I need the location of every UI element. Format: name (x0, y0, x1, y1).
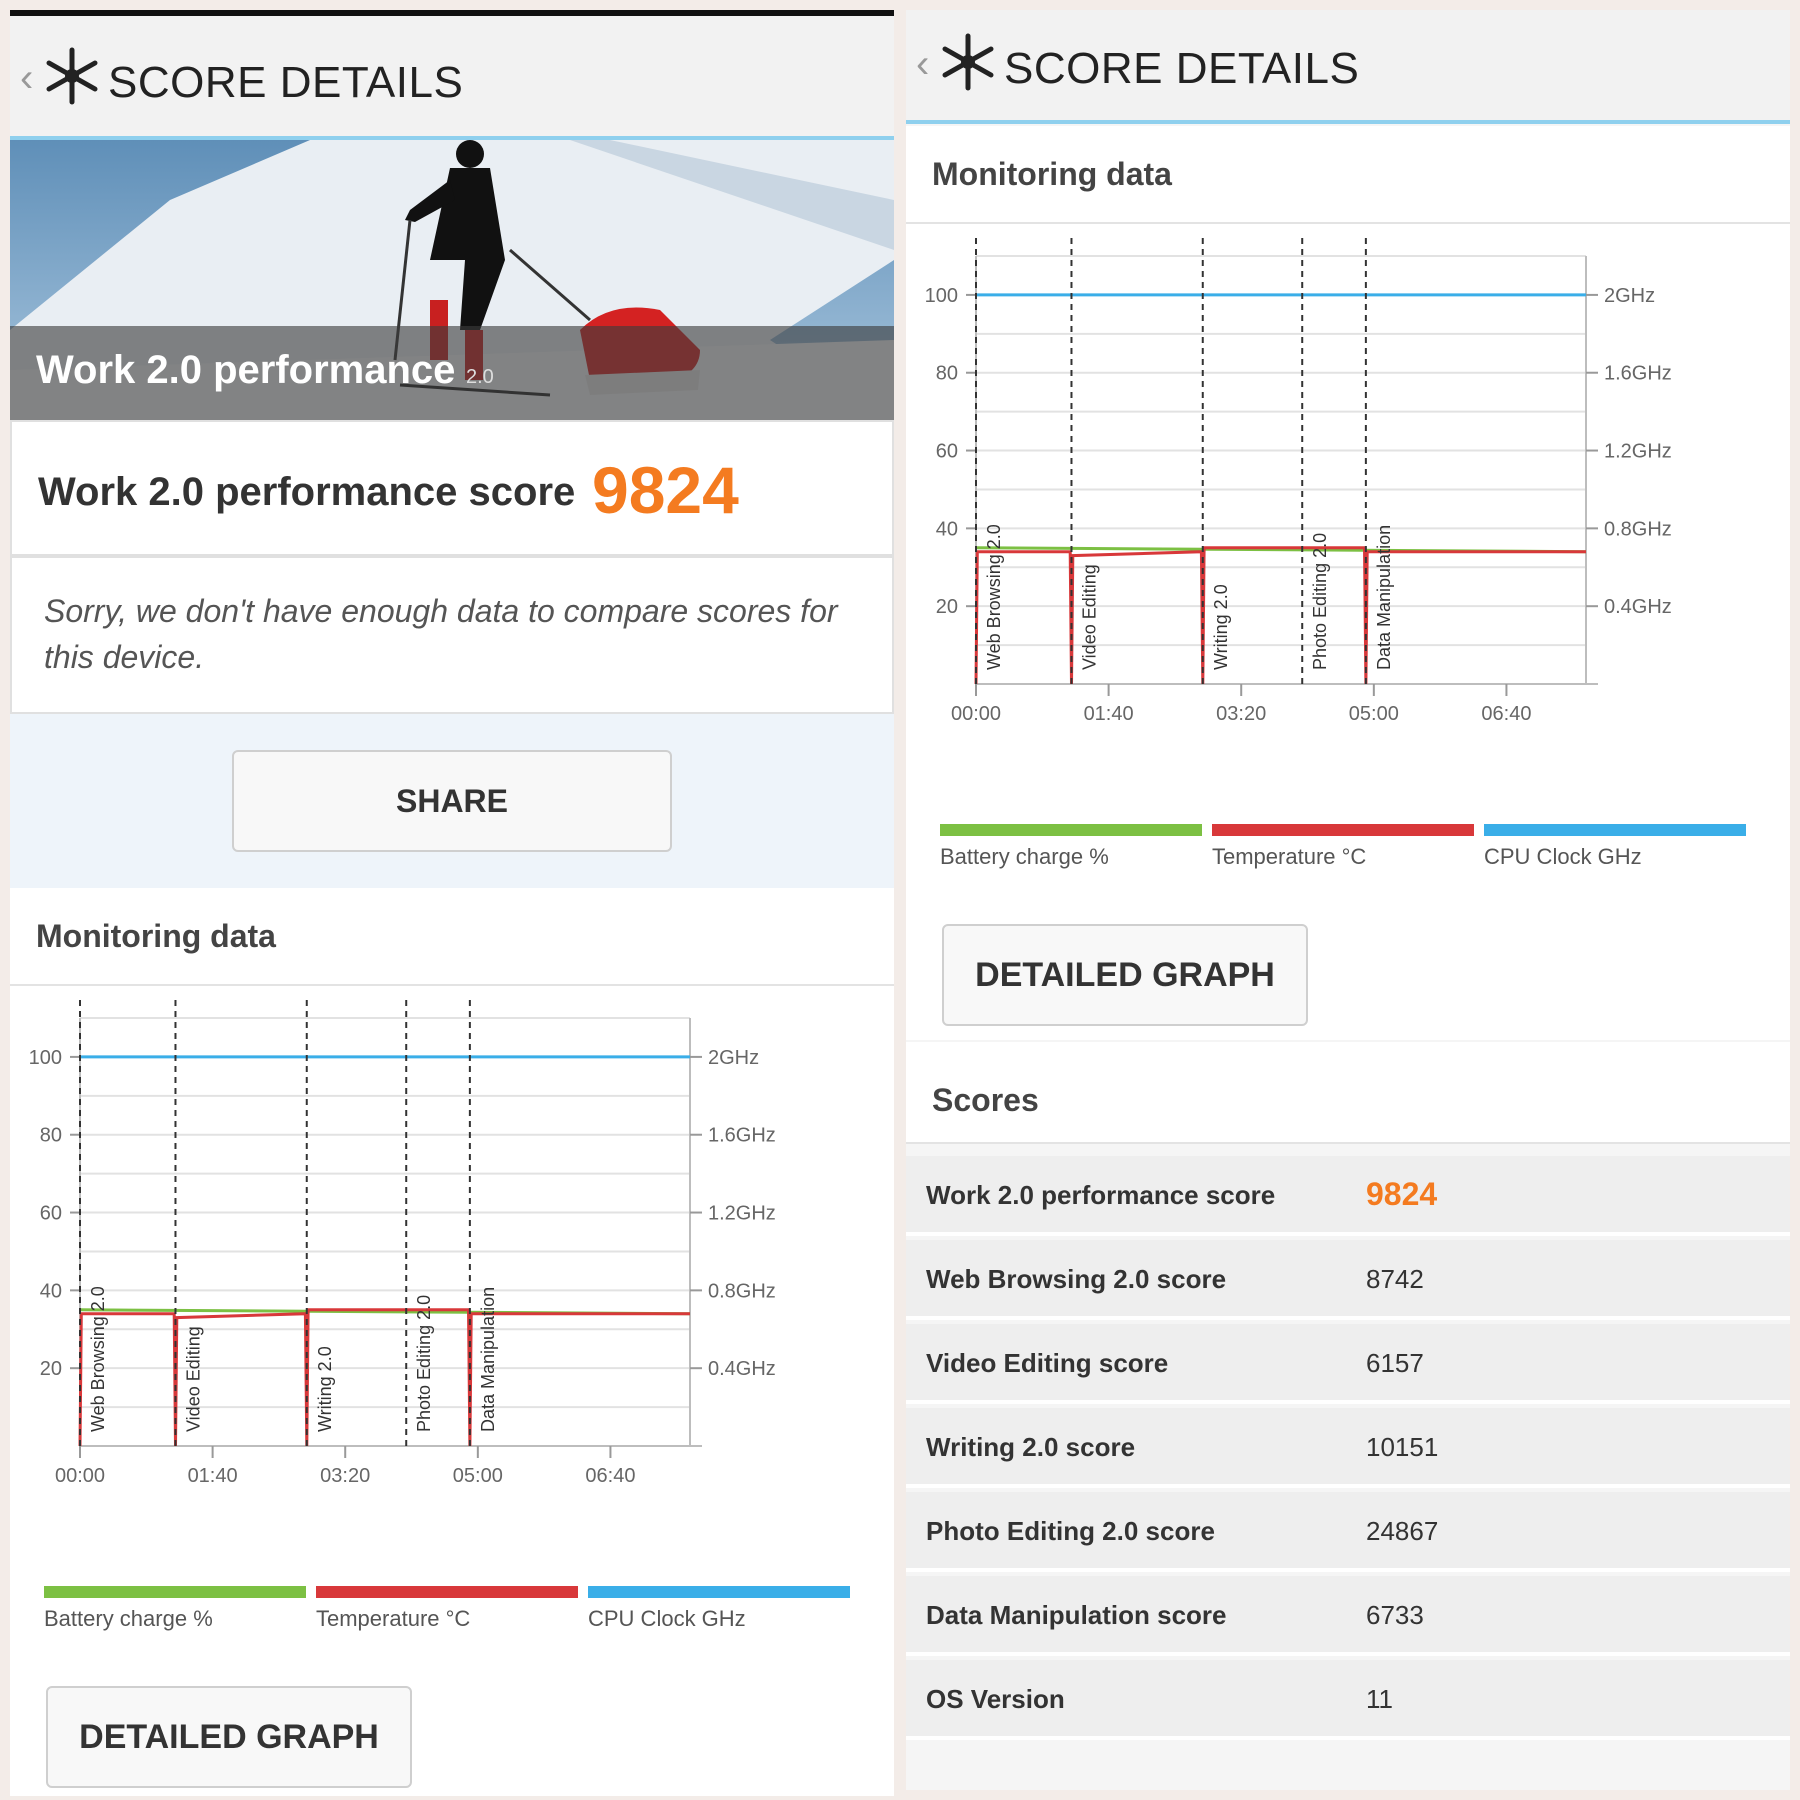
y-tick-label: 20 (39, 1358, 62, 1381)
monitoring-header (10, 888, 894, 986)
y-tick-label: 60 (39, 1202, 62, 1225)
y-tick-label: 80 (935, 362, 958, 385)
hero-title: Work 2.0 performance (36, 348, 456, 392)
y-right-tick-label: 0.4GHz (708, 1358, 776, 1381)
score-row-label: Photo Editing 2.0 score (926, 1516, 1215, 1546)
page-title: SCORE DETAILS (108, 58, 464, 107)
x-tick-label: 05:00 (1348, 703, 1399, 725)
x-tick-label: 03:20 (320, 1465, 371, 1487)
x-tick-label: 01:40 (187, 1465, 238, 1487)
snowflake-logo-icon (938, 32, 998, 92)
hero-banner (10, 140, 894, 420)
legend-temperature (1212, 824, 1474, 870)
phase-marker-label: Web Browsing 2.0 (88, 1286, 108, 1432)
score-row-value: 6157 (1366, 1348, 1424, 1378)
compare-card (10, 556, 894, 714)
legend-temperature (316, 1586, 578, 1632)
scores-title: Scores (932, 1082, 1039, 1118)
phase-marker-label: Writing 2.0 (314, 1346, 335, 1432)
score-row (906, 1492, 1790, 1572)
chart-legend (44, 1586, 884, 1646)
app-header (10, 16, 894, 140)
phase-marker-label: Writing 2.0 (1210, 584, 1231, 670)
detailed-graph-button[interactable]: DETAILED GRAPH (46, 1686, 412, 1788)
legend-temperature-label: Temperature °C (1212, 844, 1367, 869)
legend-battery-label: Battery charge % (940, 844, 1109, 869)
y-right-tick-label: 1.6GHz (708, 1124, 776, 1147)
y-tick-label: 40 (935, 518, 958, 541)
phase-marker-label: Video Editing (183, 1326, 204, 1432)
scores-header (906, 1042, 1790, 1144)
y-right-tick-label: 1.6GHz (1604, 362, 1672, 385)
x-tick-label: 05:00 (452, 1465, 503, 1487)
score-row (906, 1240, 1790, 1320)
legend-battery-swatch (940, 824, 1202, 836)
legend-cpu (588, 1586, 850, 1632)
legend-cpu-swatch (1484, 824, 1746, 836)
monitoring-title: Monitoring data (36, 918, 276, 954)
score-row-value: 8742 (1366, 1264, 1424, 1294)
page-title: SCORE DETAILS (1004, 44, 1360, 93)
snowflake-logo-icon (42, 46, 102, 106)
score-row-label: Writing 2.0 score (926, 1432, 1136, 1462)
score-row-label: Web Browsing 2.0 score (926, 1264, 1227, 1294)
y-tick-label: 80 (39, 1124, 62, 1147)
score-row-value: 24867 (1366, 1516, 1439, 1546)
score-row (906, 1324, 1790, 1404)
right-screen (906, 10, 1790, 1790)
overall-score-card (10, 420, 894, 556)
score-row (906, 1660, 1790, 1740)
legend-cpu-swatch (588, 1586, 850, 1598)
detailed-graph-button[interactable]: DETAILED GRAPH (942, 924, 1308, 1026)
score-row-value: 10151 (1366, 1432, 1439, 1462)
y-right-tick-label: 2GHz (1604, 284, 1656, 307)
y-right-tick-label: 2GHz (708, 1046, 760, 1069)
monitoring-card (10, 888, 894, 1796)
x-tick-label: 00:00 (54, 1465, 106, 1487)
y-right-tick-label: 0.8GHz (708, 1280, 776, 1303)
score-row (906, 1156, 1790, 1236)
legend-battery-swatch (44, 1586, 306, 1598)
y-tick-label: 100 (28, 1046, 62, 1069)
phase-marker-label: Video Editing (1079, 564, 1100, 670)
y-right-tick-label: 1.2GHz (1604, 440, 1672, 463)
chart-legend (940, 824, 1780, 884)
legend-battery-label: Battery charge % (44, 1606, 213, 1631)
legend-temperature-swatch (316, 1586, 578, 1598)
overall-score-value: 9824 (592, 453, 739, 527)
phase-marker-label: Web Browsing 2.0 (984, 524, 1004, 670)
score-row-label: Data Manipulation score (926, 1600, 1227, 1630)
monitoring-header (906, 126, 1790, 224)
legend-cpu-label: CPU Clock GHz (588, 1606, 746, 1631)
legend-cpu (1484, 824, 1746, 870)
y-tick-label: 60 (935, 440, 958, 463)
legend-battery (940, 824, 1202, 870)
x-tick-label: 00:00 (950, 703, 1002, 725)
y-tick-label: 40 (39, 1280, 62, 1303)
back-chevron-icon[interactable]: ‹ (916, 42, 930, 86)
phase-marker-label: Photo Editing 2.0 (1310, 532, 1331, 670)
left-screen (10, 10, 894, 1796)
y-tick-label: 20 (935, 596, 958, 619)
share-button[interactable]: SHARE (232, 750, 672, 852)
score-row-value: 11 (1366, 1684, 1393, 1714)
x-tick-label: 01:40 (1083, 703, 1134, 725)
score-row-label: Video Editing score (926, 1348, 1169, 1378)
monitoring-card (906, 126, 1790, 1040)
score-row (906, 1576, 1790, 1656)
x-tick-label: 06:40 (585, 1465, 636, 1487)
score-row-value: 9824 (1366, 1176, 1438, 1212)
score-row-label: OS Version (926, 1684, 1065, 1714)
x-tick-label: 03:20 (1216, 703, 1267, 725)
x-tick-label: 06:40 (1481, 703, 1532, 725)
monitoring-chart (906, 236, 1790, 736)
legend-battery (44, 1586, 306, 1632)
score-row-label: Work 2.0 performance score (926, 1180, 1276, 1210)
score-row-value: 6733 (1366, 1600, 1424, 1630)
y-right-tick-label: 1.2GHz (708, 1202, 776, 1225)
back-chevron-icon[interactable]: ‹ (20, 56, 34, 100)
y-right-tick-label: 0.8GHz (1604, 518, 1672, 541)
phase-marker-label: Data Manipulation (477, 1286, 498, 1432)
y-right-tick-label: 0.4GHz (1604, 596, 1672, 619)
legend-temperature-label: Temperature °C (316, 1606, 471, 1631)
monitoring-chart (10, 998, 894, 1498)
monitoring-title: Monitoring data (932, 156, 1172, 192)
hero-version-tag: 2.0 (466, 366, 494, 388)
phase-marker-label: Data Manipulation (1373, 524, 1394, 670)
compare-message: Sorry, we don't have enough data to compare scores for this device. (44, 593, 838, 675)
phase-marker-label: Photo Editing 2.0 (414, 1294, 435, 1432)
legend-cpu-label: CPU Clock GHz (1484, 844, 1642, 869)
overall-score-label: Work 2.0 performance score (38, 470, 576, 514)
score-row (906, 1408, 1790, 1488)
legend-temperature-swatch (1212, 824, 1474, 836)
y-tick-label: 100 (924, 284, 958, 307)
app-header (906, 10, 1790, 124)
